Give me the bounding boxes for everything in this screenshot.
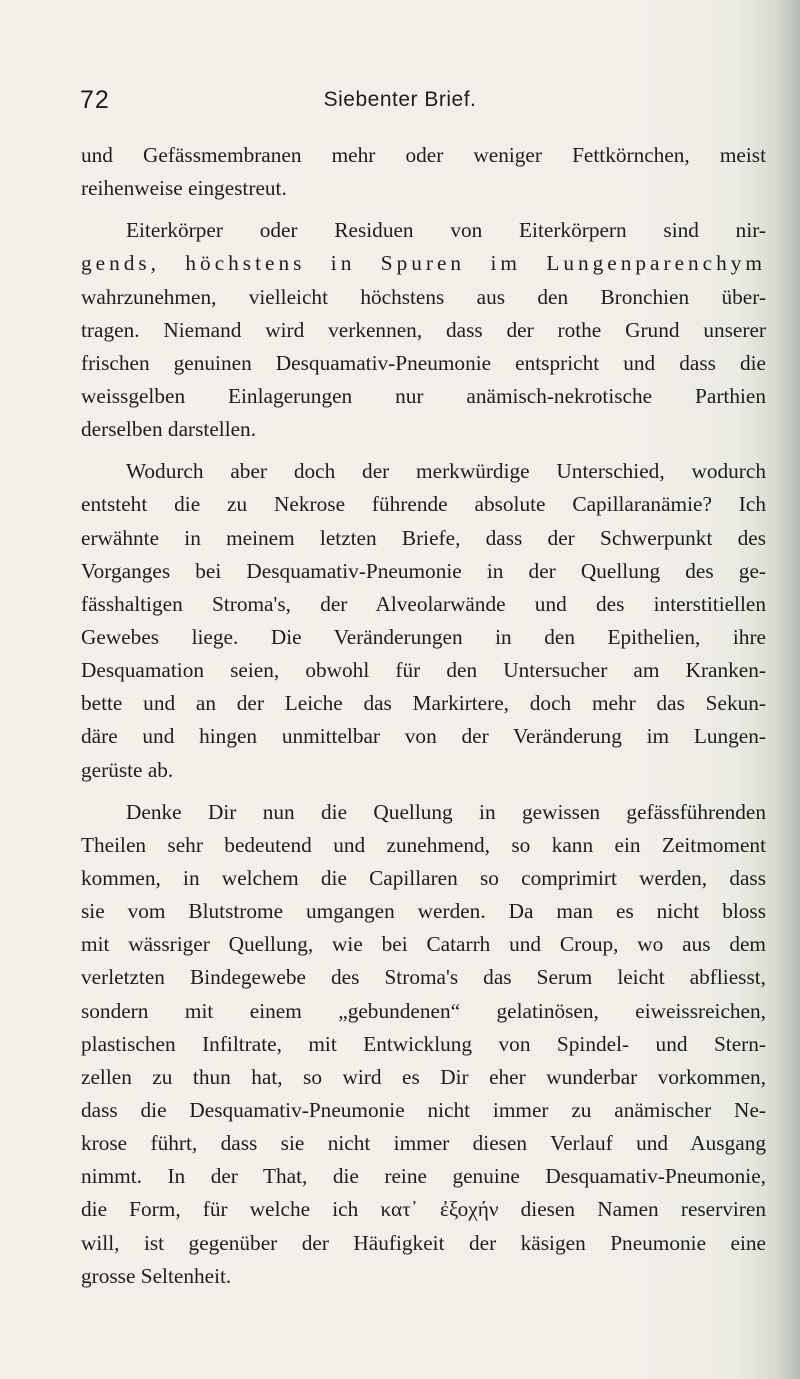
page-header xyxy=(0,80,800,120)
text-line: bette und an der Leiche das Markirtere, doch mehr das Sekun- xyxy=(81,691,766,716)
text-line: fässhaltigen Stroma's, der Alveolarwände und des interstitiellen xyxy=(81,591,766,616)
text-line: mit wässriger Quellung, wie bei Catarrh und Croup, wo aus dem xyxy=(81,932,766,957)
text-line: frischen genuinen Desquamativ-Pneumonie entspricht und dass die xyxy=(81,350,766,375)
running-head: Siebenter Brief. xyxy=(323,88,477,111)
text-line: grosse Seltenheit. xyxy=(81,1263,232,1288)
text-line: derselben darstellen. xyxy=(81,417,257,442)
text-line: Theilen sehr bedeutend und zunehmend, so kann ein Zeitmoment xyxy=(81,832,766,857)
text-line: gerüste ab. xyxy=(81,757,174,782)
text-line: Gewebes liege. Die Veränderungen in den Epithelien, ihre xyxy=(81,624,766,649)
text-line: dass die Desquamativ-Pneumonie nicht immer zu anämischer Ne- xyxy=(81,1097,766,1122)
text-line: nimmt. In der That, die reine genuine Desquamativ-Pneumonie, xyxy=(81,1164,766,1189)
text-line: wahrzunehmen, vielleicht höchstens aus den Bronchien über- xyxy=(81,284,766,309)
text-line: zellen zu thun hat, so wird es Dir eher wunderbar vorkommen, xyxy=(81,1064,766,1089)
text-line: und Gefässmembranen mehr oder weniger Fettkörnchen, meist xyxy=(81,143,766,167)
text-line: Wodurch aber doch der merkwürdige Unterschied, wodurch xyxy=(126,459,766,484)
text-line: gends, höchstens in Spuren im Lungenparenchym xyxy=(81,251,766,276)
text-line: Vorganges bei Desquamativ-Pneumonie in der Quellung des ge- xyxy=(81,558,766,583)
text-line: plastischen Infiltrate, mit Entwicklung von Spindel- und Stern- xyxy=(81,1031,766,1056)
text-line: Eiterkörper oder Residuen von Eiterkörpern sind nir- xyxy=(126,218,766,243)
text-line: die Form, für welche ich κατ᾽ ἐξοχήν diesen Namen reserviren xyxy=(81,1197,766,1222)
body-text xyxy=(81,139,766,1293)
text-line: krose führt, dass sie nicht immer diesen Verlauf und Ausgang xyxy=(81,1131,766,1156)
text-line: weissgelben Einlagerungen nur anämisch-nekrotische Parthien xyxy=(81,383,766,408)
text-line: sie vom Blutstrome umgangen werden. Da man es nicht bloss xyxy=(81,899,766,924)
page-edge-shadow xyxy=(776,0,800,1379)
text-line: erwähnte in meinem letzten Briefe, dass der Schwerpunkt des xyxy=(81,525,766,550)
text-line: will, ist gegenüber der Häufigkeit der käsigen Pneumonie eine xyxy=(81,1230,766,1255)
text-line: reihenweise eingestreut. xyxy=(81,176,287,201)
text-line: kommen, in welchem die Capillaren so comprimirt werden, dass xyxy=(81,865,766,890)
text-line: entsteht die zu Nekrose führende absolute Capillaranämie? Ich xyxy=(81,492,766,517)
text-line: tragen. Niemand wird verkennen, dass der rothe Grund unserer xyxy=(81,317,766,342)
text-line: däre und hingen unmittelbar von der Veränderung im Lungen- xyxy=(81,724,766,749)
page-number: 72 xyxy=(80,86,110,114)
text-line: Denke Dir nun die Quellung in gewissen gefässführenden xyxy=(126,799,766,824)
text-line: verletzten Bindegewebe des Stroma's das Serum leicht abfliesst, xyxy=(81,965,766,990)
text-line: sondern mit einem „gebundenen“ gelatinösen, eiweissreichen, xyxy=(81,998,766,1023)
text-line: Desquamation seien, obwohl für den Untersucher am Kranken- xyxy=(81,658,766,683)
